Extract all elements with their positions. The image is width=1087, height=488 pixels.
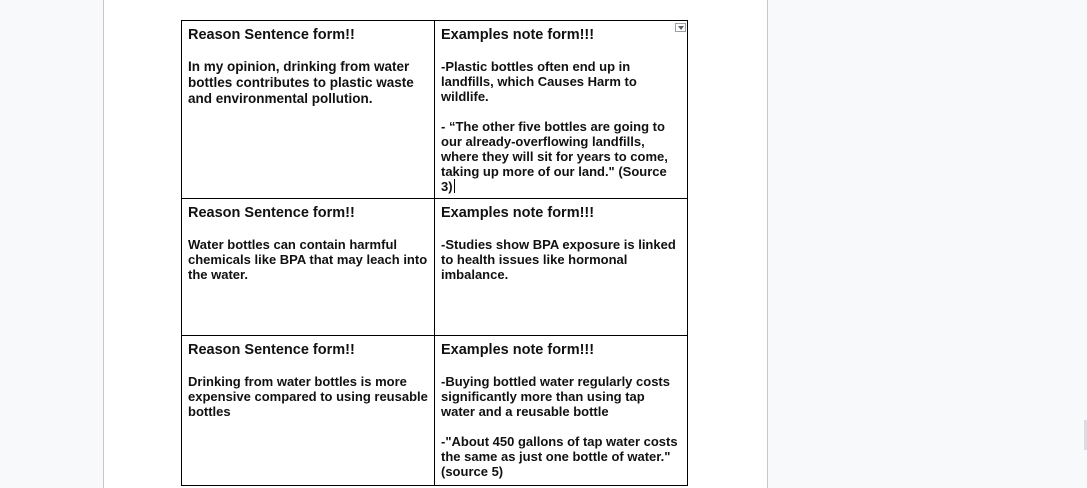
- reason-text: In my opinion, drinking from water bottles contributes to plastic waste and environmental pollution.: [188, 59, 414, 106]
- examples-cell[interactable]: [435, 336, 688, 486]
- table-row: [182, 199, 688, 336]
- reason-heading: Reason Sentence form!!: [188, 205, 355, 221]
- reason-text: Water bottles can contain harmful chemicals like BPA that may leach into the water.: [188, 237, 428, 282]
- reason-heading: Reason Sentence form!!: [188, 342, 355, 358]
- reason-cell[interactable]: [182, 21, 435, 199]
- document-page[interactable]: [103, 0, 768, 488]
- reason-cell[interactable]: [182, 336, 435, 486]
- notes-table[interactable]: [181, 20, 688, 486]
- text-cursor: [454, 179, 455, 193]
- chevron-down-icon[interactable]: [675, 23, 686, 32]
- examples-heading: Examples note form!!!: [441, 27, 595, 43]
- examples-cell[interactable]: [435, 21, 688, 199]
- example-note: -Plastic bottles often end up in landfills, which Causes Harm to wildlife.: [441, 59, 637, 104]
- example-note: [441, 119, 681, 194]
- examples-cell[interactable]: [435, 199, 688, 336]
- table-row: [182, 336, 688, 486]
- example-note: -Buying bottled water regularly costs significantly more than using tap water and a reusable bottle: [441, 374, 670, 419]
- example-note: -"About 450 gallons of tap water costs the same as just one bottle of water." (source 5): [441, 434, 678, 479]
- examples-heading: Examples note form!!!: [441, 205, 595, 221]
- reason-heading: Reason Sentence form!!: [188, 27, 355, 43]
- table-row: [182, 21, 688, 199]
- example-note-text: - “The other five bottles are going to our already-overflowing landfills, where they will sit for years to come, taking up more of our land." (Source 3): [441, 119, 668, 194]
- examples-heading: Examples note form!!!: [441, 342, 595, 358]
- reason-text: Drinking from water bottles is more expensive compared to using reusable bottles: [188, 374, 428, 419]
- example-note: -Studies show BPA exposure is linked to health issues like hormonal imbalance.: [441, 237, 676, 282]
- reason-cell[interactable]: [182, 199, 435, 336]
